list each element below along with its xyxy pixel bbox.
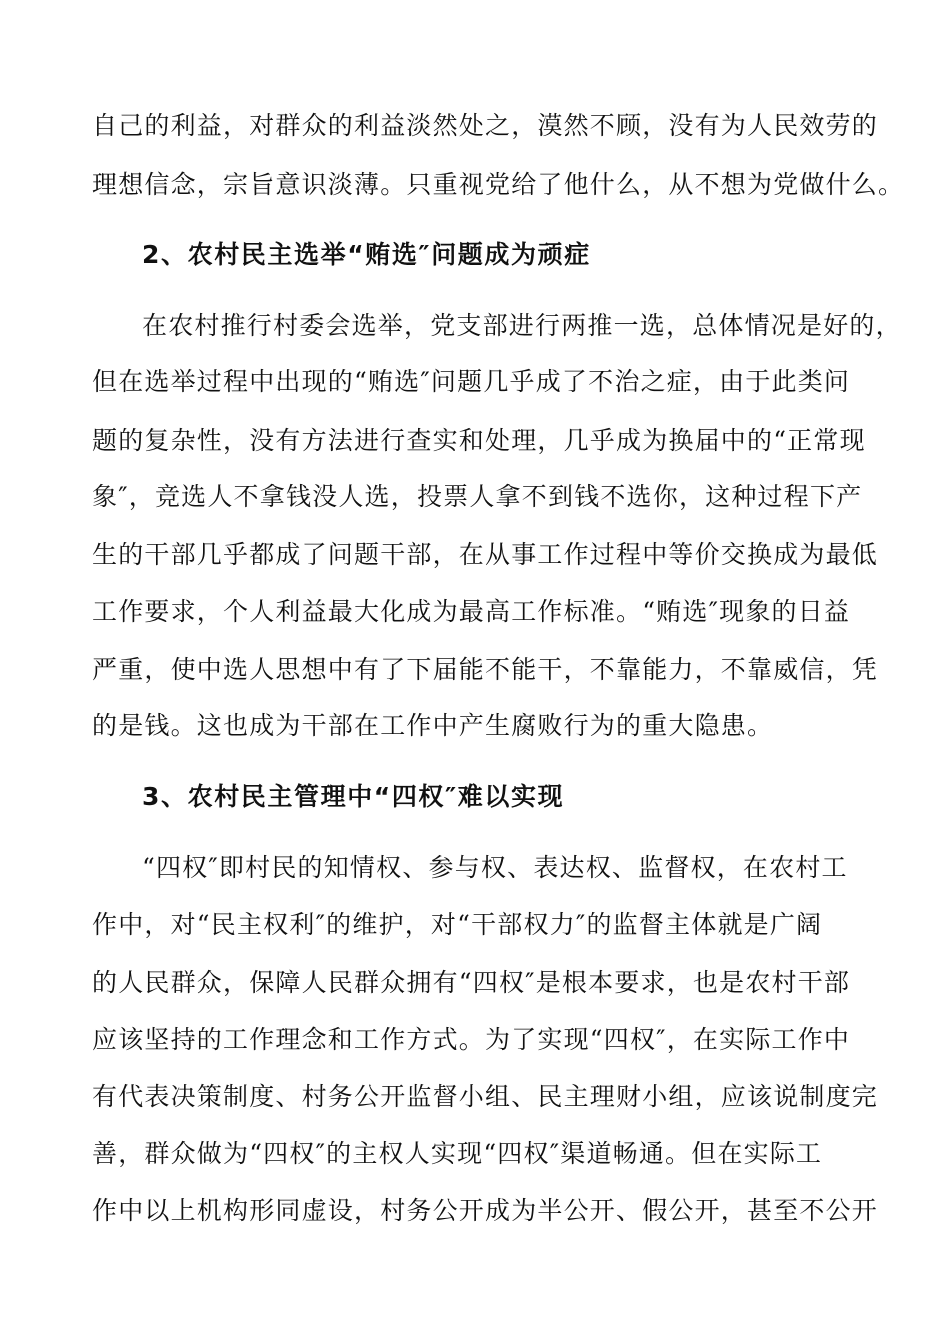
paragraph-line: 象″，竞选人不拿钱没人选，投票人拿不到钱不选你，这种过程下产: [92, 482, 863, 511]
paragraph-line: 但在选举过程中出现的“贿选″问题几乎成了不治之症，由于此类问: [92, 367, 851, 396]
paragraph-line: 的人民群众，保障人民群众拥有“四权″是根本要求，也是农村干部: [92, 968, 851, 997]
paragraph-line: 理想信念，宗旨意识淡薄。只重视党给了他什么，从不想为党做什么。: [92, 170, 905, 199]
paragraph-line: “四权″即村民的知情权、参与权、表达权、监督权，在农村工: [142, 853, 848, 882]
section-heading-2: 2、农村民主选举“贿选″问题成为顽症: [142, 240, 591, 269]
paragraph-line: 作中以上机构形同虚设，村务公开成为半公开、假公开，甚至不公开: [92, 1196, 879, 1225]
paragraph-line: 题的复杂性，没有方法进行查实和处理，几乎成为换届中的“正常现: [92, 426, 866, 455]
paragraph-line: 自己的利益，对群众的利益淡然处之，漠然不顾，没有为人民效劳的: [92, 111, 879, 140]
paragraph-line: 在农村推行村委会选举，党支部进行两推一选，总体情况是好的，: [142, 311, 902, 340]
section-heading-3: 3、农村民主管理中“四权″难以实现: [142, 782, 565, 811]
paragraph-line: 作中，对“民主权利″的维护，对“干部权力″的监督主体就是广阔: [92, 910, 823, 939]
paragraph-line: 应该坚持的工作理念和工作方式。为了实现“四权″，在实际工作中: [92, 1025, 851, 1054]
paragraph-line: 工作要求，个人利益最大化成为最高工作标准。“贿选″现象的日益: [92, 597, 851, 626]
paragraph-line: 有代表决策制度、村务公开监督小组、民主理财小组，应该说制度完: [92, 1082, 879, 1111]
paragraph-line: 严重，使中选人思想中有了下届能不能干，不靠能力，不靠威信，凭: [92, 655, 879, 684]
paragraph-line: 善，群众做为“四权″的主权人实现“四权″渠道畅通。但在实际工: [92, 1139, 823, 1168]
paragraph-line: 生的干部几乎都成了问题干部，在从事工作过程中等价交换成为最低: [92, 540, 879, 569]
paragraph-line: 的是钱。这也成为干部在工作中产生腐败行为的重大隐患。: [92, 711, 774, 740]
